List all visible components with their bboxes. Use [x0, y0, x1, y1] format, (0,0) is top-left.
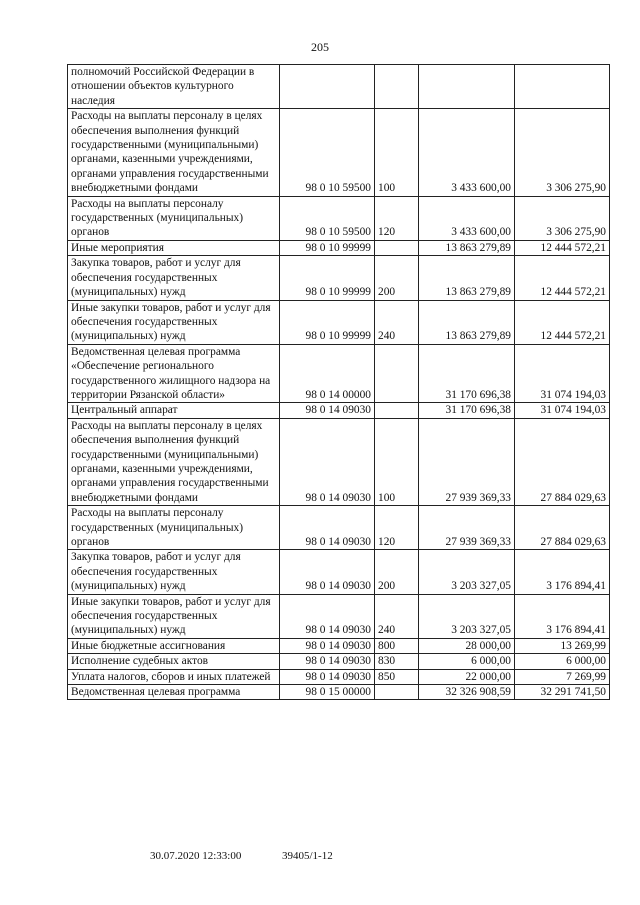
row-actual-amount: 3 306 275,90	[515, 109, 610, 196]
row-actual-amount: 31 074 194,03	[515, 403, 610, 418]
table-row	[68, 300, 610, 344]
row-expense-type: 200	[375, 256, 419, 300]
row-actual-amount: 13 269,99	[515, 638, 610, 653]
row-target-article: 98 0 14 09030	[280, 654, 375, 669]
row-name: Расходы на выплаты персоналу в целях обеспечения выполнения функций государственными (муниципальными) органами, казенными учреждениями, органами управления государственными внебюджетными фондами	[68, 109, 280, 196]
row-name: Исполнение судебных актов	[68, 654, 280, 669]
table-row	[68, 344, 610, 403]
row-target-article: 98 0 10 99999	[280, 240, 375, 255]
row-expense-type: 850	[375, 669, 419, 684]
table-row	[68, 654, 610, 669]
row-name: Центральный аппарат	[68, 403, 280, 418]
row-expense-type: 120	[375, 506, 419, 550]
row-actual-amount: 27 884 029,63	[515, 506, 610, 550]
row-actual-amount: 3 176 894,41	[515, 550, 610, 594]
table-row	[68, 685, 610, 700]
row-target-article: 98 0 14 09030	[280, 638, 375, 653]
row-planned-amount	[419, 65, 515, 109]
row-target-article: 98 0 10 59500	[280, 196, 375, 240]
row-actual-amount: 12 444 572,21	[515, 300, 610, 344]
table-row	[68, 65, 610, 109]
row-actual-amount: 31 074 194,03	[515, 344, 610, 403]
row-expense-type	[375, 240, 419, 255]
row-expense-type	[375, 65, 419, 109]
row-planned-amount: 28 000,00	[419, 638, 515, 653]
row-actual-amount	[515, 65, 610, 109]
row-planned-amount: 27 939 369,33	[419, 506, 515, 550]
row-expense-type: 830	[375, 654, 419, 669]
row-planned-amount: 3 203 327,05	[419, 550, 515, 594]
row-expense-type: 100	[375, 418, 419, 505]
row-expense-type: 240	[375, 594, 419, 638]
row-target-article: 98 0 14 09030	[280, 506, 375, 550]
table-row	[68, 550, 610, 594]
row-name: Иные бюджетные ассигнования	[68, 638, 280, 653]
row-name: Уплата налогов, сборов и иных платежей	[68, 669, 280, 684]
row-expense-type: 200	[375, 550, 419, 594]
table-row	[68, 638, 610, 653]
row-planned-amount: 31 170 696,38	[419, 344, 515, 403]
table-row	[68, 669, 610, 684]
row-planned-amount: 3 433 600,00	[419, 196, 515, 240]
row-planned-amount: 22 000,00	[419, 669, 515, 684]
footer-doc-id: 39405/1-12	[282, 850, 333, 862]
row-expense-type: 240	[375, 300, 419, 344]
row-expense-type: 120	[375, 196, 419, 240]
table-row	[68, 594, 610, 638]
row-actual-amount: 12 444 572,21	[515, 256, 610, 300]
row-target-article	[280, 65, 375, 109]
row-name: Иные закупки товаров, работ и услуг для обеспечения государственных (муниципальных) нужд	[68, 594, 280, 638]
row-name: Закупка товаров, работ и услуг для обеспечения государственных (муниципальных) нужд	[68, 550, 280, 594]
row-planned-amount: 3 433 600,00	[419, 109, 515, 196]
row-planned-amount: 6 000,00	[419, 654, 515, 669]
row-planned-amount: 32 326 908,59	[419, 685, 515, 700]
row-planned-amount: 31 170 696,38	[419, 403, 515, 418]
row-actual-amount: 6 000,00	[515, 654, 610, 669]
row-name: Ведомственная целевая программа «Обеспечение регионального государственного жилищного надзора на территории Рязанской области»	[68, 344, 280, 403]
footer-timestamp: 30.07.2020 12:33:00	[150, 850, 242, 862]
row-target-article: 98 0 14 09030	[280, 403, 375, 418]
table-row	[68, 506, 610, 550]
row-actual-amount: 3 306 275,90	[515, 196, 610, 240]
row-name: Иные закупки товаров, работ и услуг для обеспечения государственных (муниципальных) нужд	[68, 300, 280, 344]
table-row	[68, 403, 610, 418]
row-planned-amount: 13 863 279,89	[419, 300, 515, 344]
row-name: Расходы на выплаты персоналу в целях обеспечения выполнения функций государственными (муниципальными) органами, казенными учреждениями, органами управления государственными внебюджетными фондами	[68, 418, 280, 505]
row-expense-type	[375, 403, 419, 418]
table-row	[68, 418, 610, 505]
row-planned-amount: 27 939 369,33	[419, 418, 515, 505]
table-row	[68, 240, 610, 255]
row-actual-amount: 7 269,99	[515, 669, 610, 684]
table-row	[68, 109, 610, 196]
row-target-article: 98 0 14 09030	[280, 669, 375, 684]
row-planned-amount: 13 863 279,89	[419, 240, 515, 255]
row-target-article: 98 0 14 09030	[280, 594, 375, 638]
row-actual-amount: 27 884 029,63	[515, 418, 610, 505]
row-target-article: 98 0 14 00000	[280, 344, 375, 403]
row-target-article: 98 0 10 59500	[280, 109, 375, 196]
row-name: Закупка товаров, работ и услуг для обеспечения государственных (муниципальных) нужд	[68, 256, 280, 300]
row-actual-amount: 3 176 894,41	[515, 594, 610, 638]
row-expense-type: 800	[375, 638, 419, 653]
budget-table	[67, 64, 610, 700]
row-target-article: 98 0 14 09030	[280, 550, 375, 594]
row-planned-amount: 13 863 279,89	[419, 256, 515, 300]
row-name: Ведомственная целевая программа	[68, 685, 280, 700]
row-actual-amount: 12 444 572,21	[515, 240, 610, 255]
row-target-article: 98 0 10 99999	[280, 300, 375, 344]
row-target-article: 98 0 10 99999	[280, 256, 375, 300]
page-number: 205	[311, 40, 329, 54]
row-actual-amount: 32 291 741,50	[515, 685, 610, 700]
row-target-article: 98 0 14 09030	[280, 418, 375, 505]
row-target-article: 98 0 15 00000	[280, 685, 375, 700]
row-expense-type	[375, 344, 419, 403]
table-row	[68, 256, 610, 300]
table-row	[68, 196, 610, 240]
row-name: полномочий Российской Федерации в отношении объектов культурного наследия	[68, 65, 280, 109]
row-expense-type	[375, 685, 419, 700]
row-name: Иные мероприятия	[68, 240, 280, 255]
row-planned-amount: 3 203 327,05	[419, 594, 515, 638]
row-expense-type: 100	[375, 109, 419, 196]
row-name: Расходы на выплаты персоналу государственных (муниципальных) органов	[68, 506, 280, 550]
row-name: Расходы на выплаты персоналу государственных (муниципальных) органов	[68, 196, 280, 240]
